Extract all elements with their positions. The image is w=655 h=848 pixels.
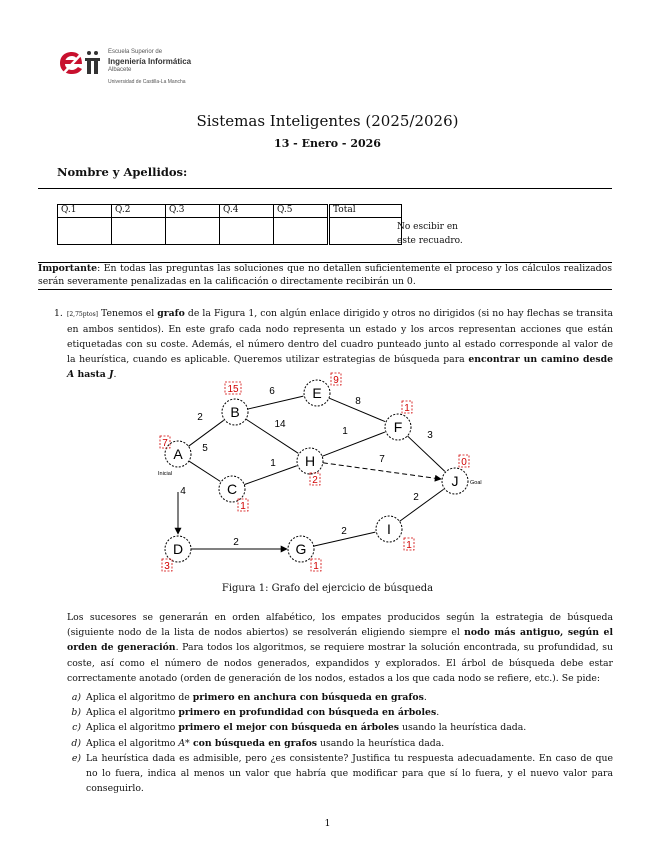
edge-cost-G-I: 2 xyxy=(341,526,347,537)
heuristic-value: 9 xyxy=(333,375,339,386)
instructions-paragraph xyxy=(67,610,613,686)
node-label: I xyxy=(387,521,391,537)
heuristic-value: 7 xyxy=(162,438,168,449)
exam-date: 13 - Enero - 2026 xyxy=(274,137,381,150)
edge-cost-E-F: 8 xyxy=(355,396,361,407)
edge-cost-A-C: 5 xyxy=(202,443,208,454)
edge-B-H xyxy=(246,419,298,453)
edge-H-J xyxy=(323,463,441,479)
score-table xyxy=(57,204,402,245)
node-G xyxy=(288,536,321,572)
task-list xyxy=(67,690,613,796)
node-label: J xyxy=(451,473,459,489)
edge-cost-H-F: 1 xyxy=(342,426,348,437)
question-points: [2,75ptos] xyxy=(67,311,98,318)
task-text: La heurística dada es admisible, pero ¿es consistente? Justifica tu respuesta adecuadamente. En caso de que no lo fuera, indica al menos un valor que habría que modificar para que sí lo fuera, y el nuevo valor para conseguirlo. xyxy=(86,752,613,795)
important-text: : En todas las preguntas las soluciones que no detallen suficientemente el proceso y los cálculos realizados serán severamente penalizadas en la calificación o directamente recibirán un 0. xyxy=(38,263,612,287)
edge-cost-A-B: 2 xyxy=(197,412,203,423)
score-header-q5: Q.5 xyxy=(274,205,329,218)
heuristic-value: 0 xyxy=(461,457,467,468)
node-C xyxy=(219,476,248,512)
score-cell xyxy=(274,218,329,245)
task-label: b) xyxy=(71,707,81,719)
score-header-total: Total xyxy=(329,205,402,218)
task-bold: con búsqueda en grafos xyxy=(189,737,318,749)
goal-label: Goal xyxy=(470,480,482,486)
task-item-c xyxy=(67,720,613,735)
figure-caption: Figura 1: Grafo del ejercicio de búsqueda xyxy=(221,583,434,594)
node-label: C xyxy=(226,481,238,497)
heuristic-value: 1 xyxy=(240,501,246,512)
search-graph xyxy=(150,372,510,577)
node-label: H xyxy=(304,453,316,469)
task-label: a) xyxy=(71,692,81,703)
q1-bold-grafo: grafo xyxy=(157,308,185,319)
edge-cost-H-J: 7 xyxy=(379,454,385,465)
task-label: d) xyxy=(71,737,81,749)
node-J xyxy=(442,455,469,494)
name-label: Nombre y Apellidos: xyxy=(57,165,188,179)
edge-A-C xyxy=(189,461,220,481)
heuristic-value: 3 xyxy=(164,561,170,572)
logo-line-1: Escuela Superior de xyxy=(108,49,163,55)
score-header-q1: Q.1 xyxy=(58,205,112,218)
important-label: Importante xyxy=(38,263,98,274)
q1-bold-goal: encontrar un camino desde xyxy=(468,354,614,365)
q1-bold-hasta: hasta xyxy=(74,369,110,380)
task-italic: A* xyxy=(178,737,190,749)
q1-text-part: de la Figura 1, con algún enlace dirigido y otros no dirigidos (si no hay flechas se transita en ambos sentidos). En este grafo cada nodo representa un estado y los arcos representan acciones que están etiquetadas con su coste. Además, el número dentro del cuadro punteado junto al estado corresponde al valor de la heurística, cuando es aplicable. Queremos utilizar estrategias de búsqueda para xyxy=(67,308,614,365)
node-A xyxy=(160,436,191,467)
node-B xyxy=(222,382,248,425)
edge-cost-C-H: 1 xyxy=(270,458,276,469)
task-item-e xyxy=(67,751,613,797)
q1-start-node: A xyxy=(67,369,75,380)
score-cell-total xyxy=(329,218,402,245)
score-note: No escibir en este recuadro. xyxy=(397,222,463,246)
score-cell xyxy=(112,218,166,245)
score-cell xyxy=(58,218,112,245)
logo-line-4: Universidad de Castilla-La Mancha xyxy=(108,79,186,85)
edge-cost-B-E: 6 xyxy=(269,386,275,397)
score-blank-row xyxy=(58,218,402,245)
logo-line-3: Albacete xyxy=(108,67,132,73)
task-text: Aplica el algoritmo xyxy=(86,722,179,734)
question-1-text xyxy=(67,306,613,382)
task-text: . xyxy=(423,692,427,703)
heuristic-value: 2 xyxy=(312,475,318,486)
task-text: . xyxy=(436,707,440,719)
p2-text: . Para todos los algoritmos, se requiere mostrar la solución encontrada, su profundidad, su coste, así como el número de nodos generados, expandidos y explorados. El árbol de búsqueda debe estar correctamente anotado (orden de generación de los nodos, estados a los que cada nodo se refiere, etc.). Se pide: xyxy=(67,642,613,684)
score-cell xyxy=(166,218,220,245)
edge-cost-D-G: 2 xyxy=(233,537,239,548)
heuristic-value: 1 xyxy=(313,561,319,572)
edge-I-J xyxy=(400,489,444,521)
p2-bold: nodo más antiguo, según el orden de generación xyxy=(67,627,613,654)
node-label: E xyxy=(312,385,322,401)
node-F xyxy=(385,401,412,440)
edge-cost-B-H: 14 xyxy=(274,419,286,430)
p2-text: Los sucesores se generarán en orden alfabético, los empates producidos según la estrategia de búsqueda (siguiente nodo de la lista de nodos abiertos) se resolverán eligiendo siempre el xyxy=(67,612,613,639)
node-D xyxy=(162,536,191,572)
name-rule xyxy=(38,188,612,189)
node-label: G xyxy=(295,541,307,557)
edge-cost-I-J: 2 xyxy=(413,492,419,503)
edge-H-F xyxy=(322,432,385,456)
score-cell xyxy=(220,218,274,245)
task-text: usando la heurística dada. xyxy=(317,737,445,749)
q1-text-part: . xyxy=(113,369,117,380)
score-header-row xyxy=(58,205,402,218)
task-item-b xyxy=(67,705,613,720)
esii-logo-icon xyxy=(58,48,106,78)
heuristic-value: 1 xyxy=(404,403,410,414)
logo-line-2: Ingeniería Informática xyxy=(108,57,192,66)
task-text: Aplica el algoritmo de xyxy=(86,692,193,703)
important-notice xyxy=(38,262,612,290)
exam-title: Sistemas Inteligentes (2025/2026) xyxy=(196,112,459,130)
node-label: F xyxy=(393,419,403,435)
node-label: B xyxy=(230,404,240,420)
node-label: A xyxy=(173,446,183,462)
score-header-q2: Q.2 xyxy=(112,205,166,218)
score-header-q3: Q.3 xyxy=(166,205,220,218)
start-label: Inicial xyxy=(158,471,173,477)
edge-F-J xyxy=(407,436,444,471)
task-text: Aplica el algoritmo xyxy=(86,707,179,719)
task-item-a xyxy=(67,690,613,705)
task-bold: primero el mejor con búsqueda en árboles xyxy=(178,722,399,734)
task-label: c) xyxy=(72,722,81,734)
task-item-d xyxy=(67,736,613,751)
edge-cost-C-D: 4 xyxy=(180,486,186,497)
task-text: usando la heurística dada. xyxy=(399,722,527,734)
heuristic-value: 15 xyxy=(227,384,239,395)
page-number: 1 xyxy=(324,818,331,829)
edge-cost-F-J: 3 xyxy=(427,430,433,441)
heuristic-value: 1 xyxy=(406,540,412,551)
task-bold: primero en profundidad con búsqueda en árboles xyxy=(178,707,437,719)
task-bold: primero en anchura con búsqueda en grafos xyxy=(192,692,424,703)
question-number: 1. xyxy=(54,308,63,319)
score-header-q4: Q.4 xyxy=(220,205,274,218)
q1-goal-node: J xyxy=(109,369,114,380)
q1-text-part: Tenemos el xyxy=(97,308,158,319)
node-label: D xyxy=(172,541,184,557)
task-label: e) xyxy=(71,752,81,764)
edge-B-E xyxy=(248,396,304,409)
node-H xyxy=(297,448,323,486)
node-I xyxy=(376,516,414,551)
task-text: Aplica el algoritmo xyxy=(86,737,179,749)
university-logo xyxy=(58,48,208,88)
